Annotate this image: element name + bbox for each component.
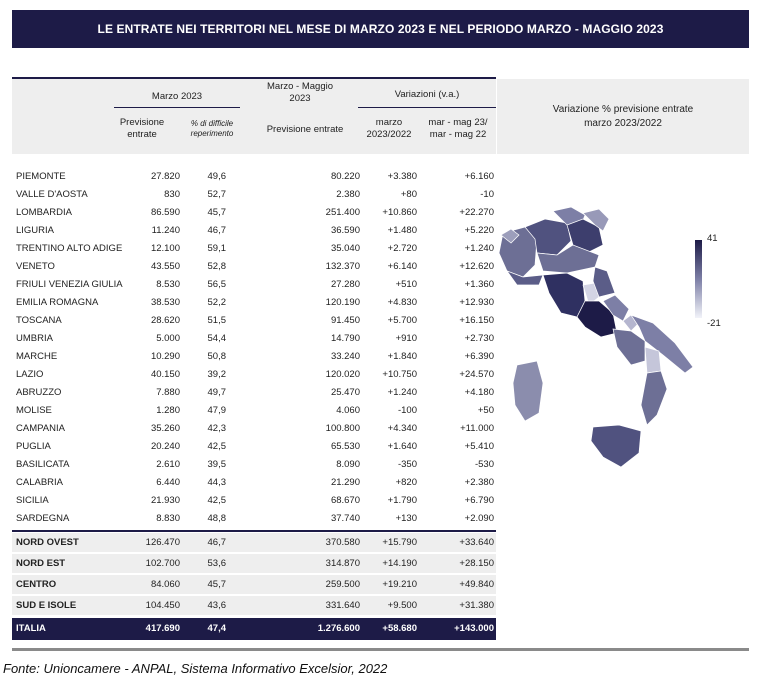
map-legend-max: 41	[707, 233, 718, 244]
difficile-value: 44,3	[207, 476, 226, 488]
var-periodo-value: +143.000	[454, 623, 494, 634]
header-col-difficile-line1: % di difficile	[190, 119, 234, 128]
table-row	[12, 455, 496, 473]
region-name: LOMBARDIA	[16, 206, 72, 218]
header-col-var-marzo	[360, 117, 418, 141]
difficile-value: 39,5	[207, 458, 226, 470]
previsione-periodo-value: 91.450	[330, 314, 360, 326]
var-periodo-value: +16.150	[459, 314, 494, 326]
previsione-value: 6.440	[156, 476, 180, 488]
previsione-value: 20.240	[150, 440, 180, 452]
difficile-value: 45,7	[207, 579, 226, 590]
previsione-value: 38.530	[150, 296, 180, 308]
previsione-periodo-value: 120.190	[325, 296, 360, 308]
region-name: UMBRIA	[16, 332, 53, 344]
var-periodo-value: +11.000	[460, 422, 494, 434]
table-row	[12, 167, 496, 185]
macro-row	[12, 596, 496, 615]
var-marzo-value: +910	[395, 332, 417, 344]
var-marzo-value: +510	[395, 278, 417, 290]
map-title-line2: marzo 2023/2022	[584, 117, 662, 129]
map-legend-scale	[695, 240, 702, 318]
region-name: EMILIA ROMAGNA	[16, 296, 99, 308]
table-row	[12, 419, 496, 437]
var-periodo-value: +12.930	[459, 296, 494, 308]
table-row	[12, 383, 496, 401]
var-periodo-value: +1.240	[464, 242, 494, 254]
header-group-variazioni: Variazioni (v.a.)	[394, 89, 460, 100]
var-marzo-value: +9.500	[387, 600, 417, 611]
var-marzo-value: +1.480	[387, 224, 417, 236]
var-periodo-value: -530	[474, 458, 494, 470]
table-row	[12, 347, 496, 365]
header-group-marzo: Marzo 2023	[151, 91, 203, 102]
var-periodo-value: +6.390	[464, 350, 494, 362]
region-name: FRIULI VENEZIA GIULIA	[16, 278, 123, 290]
previsione-periodo-value: 100.800	[325, 422, 360, 434]
var-marzo-value: +15.790	[382, 537, 417, 548]
difficile-value: 56,5	[207, 278, 226, 290]
difficile-value: 42,3	[207, 422, 226, 434]
difficile-value: 42,5	[207, 494, 226, 506]
macro-row	[12, 575, 496, 594]
previsione-value: 35.260	[150, 422, 180, 434]
header-col-previsione-line2: entrate	[127, 129, 157, 140]
difficile-value: 46,7	[207, 537, 226, 548]
var-periodo-value: +33.640	[459, 537, 494, 548]
header-col-difficile	[180, 119, 244, 139]
previsione-value: 830	[164, 188, 180, 200]
var-marzo-value: +1.240	[387, 386, 417, 398]
previsione-periodo-value: 21.290	[330, 476, 360, 488]
var-marzo-value: +14.190	[382, 558, 417, 569]
table-row	[12, 329, 496, 347]
var-marzo-value: +58.680	[382, 623, 417, 634]
region-name: SARDEGNA	[16, 512, 70, 524]
previsione-periodo-value: 37.740	[330, 512, 360, 524]
previsione-periodo-value: 25.470	[330, 386, 360, 398]
var-marzo-value: +2.720	[387, 242, 417, 254]
var-periodo-value: +4.180	[464, 386, 494, 398]
var-periodo-value: +22.270	[459, 206, 494, 218]
previsione-value: 43.550	[150, 260, 180, 272]
difficile-value: 49,7	[207, 386, 226, 398]
previsione-value: 40.150	[150, 368, 180, 380]
macro-row	[12, 554, 496, 573]
macro-name: SUD E ISOLE	[16, 600, 77, 611]
previsione-periodo-value: 2.380	[336, 188, 360, 200]
region-name: TRENTINO ALTO ADIGE	[16, 242, 123, 254]
previsione-value: 84.060	[150, 579, 180, 590]
var-periodo-value: +6.790	[464, 494, 494, 506]
difficile-value: 53,6	[207, 558, 226, 569]
difficile-value: 42,5	[207, 440, 226, 452]
previsione-value: 1.280	[156, 404, 180, 416]
table-row	[12, 239, 496, 257]
difficile-value: 51,5	[207, 314, 226, 326]
var-marzo-value: +19.210	[382, 579, 417, 590]
var-marzo-value: +10.860	[382, 206, 417, 218]
previsione-value: 126.470	[145, 537, 180, 548]
var-periodo-value: +24.570	[459, 368, 494, 380]
previsione-periodo-value: 314.870	[325, 558, 360, 569]
header-rule-marzo	[114, 107, 240, 108]
region-name: LIGURIA	[16, 224, 55, 236]
previsione-value: 104.450	[145, 600, 180, 611]
previsione-value: 8.530	[156, 278, 180, 290]
source-footnote: Fonte: Unioncamere - ANPAL, Sistema Informativo Excelsior, 2022	[3, 661, 388, 676]
previsione-value: 2.610	[156, 458, 180, 470]
previsione-periodo-value: 14.790	[330, 332, 360, 344]
region-name: TOSCANA	[16, 314, 62, 326]
table-row	[12, 293, 496, 311]
var-marzo-value: +130	[395, 512, 417, 524]
table-row	[12, 509, 496, 527]
table-header	[12, 79, 496, 154]
difficile-value: 52,2	[207, 296, 226, 308]
var-periodo-value: -10	[480, 188, 494, 200]
var-periodo-value: +49.840	[459, 579, 494, 590]
table-row	[12, 275, 496, 293]
difficile-value: 52,7	[207, 188, 226, 200]
var-marzo-value: +80	[400, 188, 417, 200]
region-name: PUGLIA	[16, 440, 51, 452]
difficile-value: 47,9	[207, 404, 226, 416]
bottom-rule	[12, 648, 749, 651]
macro-name: NORD EST	[16, 558, 66, 569]
table-row	[12, 185, 496, 203]
table-row	[12, 257, 496, 275]
region-name: BASILICATA	[16, 458, 70, 470]
difficile-value: 59,1	[207, 242, 226, 254]
map-legend-min: -21	[707, 318, 721, 329]
map-region-sardegna	[513, 361, 543, 421]
previsione-value: 28.620	[150, 314, 180, 326]
previsione-periodo-value: 36.590	[330, 224, 360, 236]
region-name: MARCHE	[16, 350, 58, 362]
table-row	[12, 437, 496, 455]
previsione-periodo-value: 370.580	[325, 537, 360, 548]
region-name: PIEMONTE	[16, 170, 66, 182]
region-name: VENETO	[16, 260, 55, 272]
page-title: LE ENTRATE NEI TERRITORI NEL MESE DI MARZO 2023 E NEL PERIODO MARZO - MAGGIO 2023	[12, 10, 749, 48]
map-region-calabria	[641, 371, 667, 425]
difficile-value: 50,8	[207, 350, 226, 362]
difficile-value: 48,8	[207, 512, 226, 524]
difficile-value: 46,7	[207, 224, 226, 236]
previsione-value: 10.290	[150, 350, 180, 362]
var-periodo-value: +2.380	[464, 476, 494, 488]
previsione-periodo-value: 1.276.600	[317, 623, 360, 634]
header-col-var-marzo-line2: 2023/2022	[366, 129, 412, 140]
header-rule-variazioni	[358, 107, 496, 108]
header-group-periodo-line1: Marzo - Maggio	[267, 81, 333, 92]
table-row	[12, 491, 496, 509]
header-col-previsione-periodo: Previsione entrate	[266, 124, 344, 135]
var-periodo-value: +5.410	[464, 440, 494, 452]
previsione-value: 11.240	[151, 224, 180, 236]
total-name: ITALIA	[16, 623, 46, 634]
var-marzo-value: +1.840	[387, 350, 417, 362]
previsione-periodo-value: 331.640	[325, 600, 360, 611]
previsione-value: 7.880	[156, 386, 180, 398]
map-region-sicilia	[591, 425, 641, 467]
var-periodo-value: +31.380	[459, 600, 494, 611]
var-marzo-value: +1.790	[387, 494, 417, 506]
region-name: ABRUZZO	[16, 386, 62, 398]
region-name: VALLE D'AOSTA	[16, 188, 88, 200]
map-title-line1: Variazione % previsione entrate	[552, 103, 694, 115]
total-row	[12, 618, 496, 640]
previsione-periodo-value: 132.370	[325, 260, 360, 272]
difficile-value: 39,2	[207, 368, 226, 380]
previsione-value: 12.100	[150, 242, 180, 254]
map-region-basilicata	[645, 347, 661, 373]
var-periodo-value: +2.730	[464, 332, 494, 344]
previsione-value: 8.830	[156, 512, 180, 524]
map-region-campania	[613, 329, 645, 365]
table-row	[12, 311, 496, 329]
previsione-value: 86.590	[150, 206, 180, 218]
previsione-periodo-value: 35.040	[330, 242, 360, 254]
var-periodo-value: +2.090	[464, 512, 494, 524]
difficile-value: 43,6	[207, 600, 226, 611]
difficile-value: 47,4	[207, 623, 226, 634]
table-row	[12, 221, 496, 239]
previsione-periodo-value: 4.060	[336, 404, 360, 416]
table-row	[12, 401, 496, 419]
header-col-var-periodo	[420, 117, 496, 141]
difficile-value: 49,6	[207, 170, 226, 182]
var-marzo-value: +3.380	[387, 170, 417, 182]
header-col-var-periodo-line1: mar - mag 23/	[428, 117, 488, 128]
region-name: SICILIA	[16, 494, 49, 506]
italy-choropleth-map	[495, 205, 695, 490]
var-marzo-value: +10.750	[382, 368, 417, 380]
previsione-value: 5.000	[156, 332, 180, 344]
macro-name: NORD OVEST	[16, 537, 79, 548]
previsione-value: 102.700	[145, 558, 180, 569]
previsione-periodo-value: 120.020	[325, 368, 360, 380]
previsione-periodo-value: 68.670	[330, 494, 360, 506]
var-marzo-value: +820	[395, 476, 417, 488]
var-marzo-value: +5.700	[387, 314, 417, 326]
var-marzo-value: +4.830	[387, 296, 417, 308]
previsione-periodo-value: 8.090	[336, 458, 360, 470]
header-group-periodo-line2: 2023	[289, 93, 311, 104]
previsione-periodo-value: 33.240	[330, 350, 360, 362]
region-name: CALABRIA	[16, 476, 63, 488]
difficile-value: 45,7	[207, 206, 226, 218]
header-col-difficile-line2: reperimento	[190, 129, 234, 138]
var-periodo-value: +6.160	[464, 170, 494, 182]
region-name: MOLISE	[16, 404, 52, 416]
previsione-value: 21.930	[150, 494, 180, 506]
map-title	[497, 79, 749, 154]
var-periodo-value: +1.360	[464, 278, 494, 290]
var-periodo-value: +28.150	[459, 558, 494, 569]
var-marzo-value: +1.640	[387, 440, 417, 452]
var-marzo-value: +6.140	[387, 260, 417, 272]
var-marzo-value: -350	[397, 458, 417, 470]
var-periodo-value: +50	[477, 404, 494, 416]
header-col-var-marzo-line1: marzo	[375, 117, 403, 128]
previsione-value: 417.690	[145, 623, 180, 634]
header-col-previsione-line1: Previsione	[119, 117, 165, 128]
macro-name: CENTRO	[16, 579, 57, 590]
table-row	[12, 203, 496, 221]
header-group-periodo	[250, 81, 350, 105]
header-col-var-periodo-line2: mar - mag 22	[429, 129, 487, 140]
var-marzo-value: -100	[397, 404, 417, 416]
previsione-periodo-value: 80.220	[330, 170, 360, 182]
region-name: LAZIO	[16, 368, 44, 380]
table-row	[12, 365, 496, 383]
header-col-previsione	[110, 117, 174, 141]
previsione-periodo-value: 65.530	[330, 440, 360, 452]
var-periodo-value: +12.620	[459, 260, 494, 272]
table-row	[12, 473, 496, 491]
macro-row	[12, 533, 496, 552]
macro-separator	[12, 530, 496, 532]
difficile-value: 52,8	[207, 260, 226, 272]
map-region-toscana	[543, 273, 585, 317]
var-marzo-value: +4.340	[387, 422, 417, 434]
region-name: CAMPANIA	[16, 422, 65, 434]
previsione-periodo-value: 259.500	[325, 579, 360, 590]
previsione-periodo-value: 27.280	[330, 278, 360, 290]
var-periodo-value: +5.220	[464, 224, 494, 236]
previsione-periodo-value: 251.400	[325, 206, 360, 218]
difficile-value: 54,4	[207, 332, 226, 344]
previsione-value: 27.820	[150, 170, 180, 182]
